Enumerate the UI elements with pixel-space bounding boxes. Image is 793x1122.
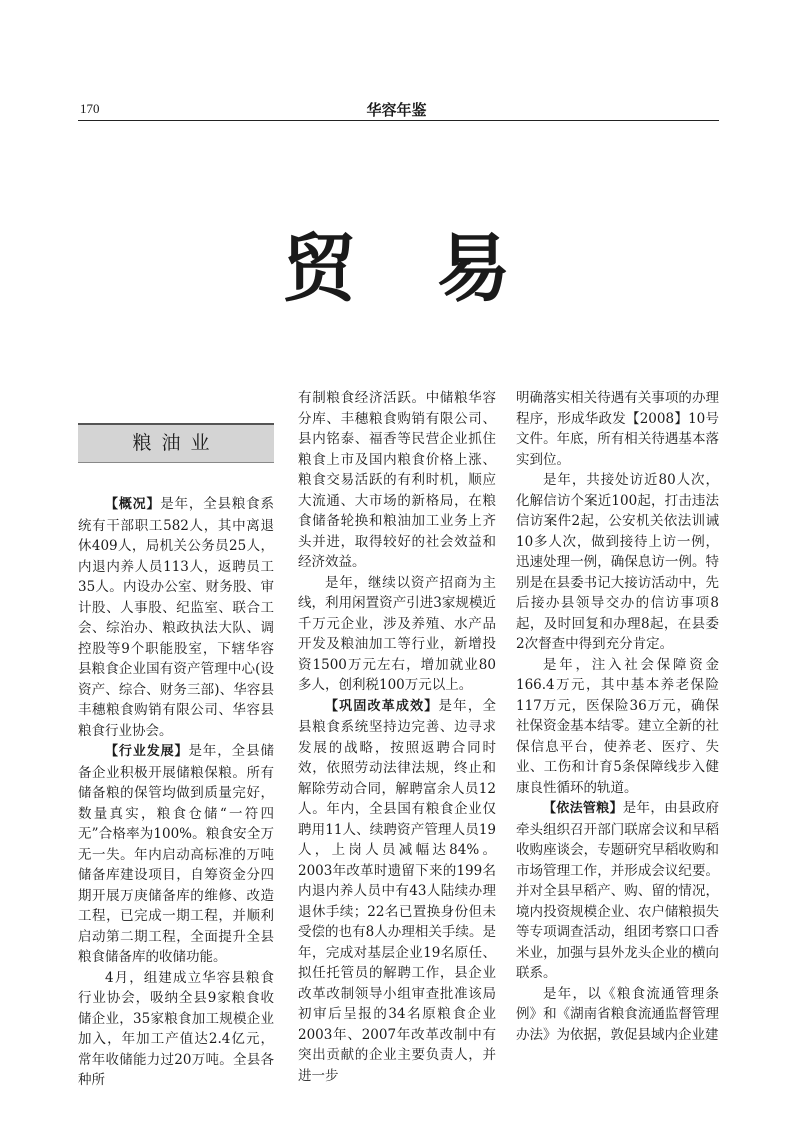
running-header-title: 华容年鉴 [366, 101, 427, 119]
paragraph-keyword: 【巩固改革成效】 [325, 698, 439, 714]
text-column-2 [298, 388, 496, 1086]
text-column-1 [78, 494, 274, 1091]
paragraph: 是年，以《粮食流通管理条例》和《湖南省粮食流通监督管理办法》为依据，敦促县域内企业建 [516, 985, 719, 1043]
text-column-3 [516, 388, 719, 1045]
paragraph: 4月，组建成立华容县粮食行业协会，吸纳全县9家粮食收储企业，35家粮食加工规模企业加入，年加工产值达2.4亿元，常年收储能力过20万吨。全县各种所 [78, 969, 274, 1088]
paragraph-text: 是年，全县储备企业积极开展储粮保粮。所有储备粮的保管均做到质量完好，数量真实，粮食仓储“一符四无”合格率为100%。粮食安全万无一失。年内启动高标准的万吨储备库建设项目，自筹资金分四期开展万庚储备库的维修、改造工程，已完成一期工程，并顺利启动第二期工程，全面提升全县粮食储备库的收储功能。 [78, 743, 274, 965]
paragraph [298, 696, 496, 1087]
paragraph-keyword: 【行业发展】 [105, 744, 189, 759]
paragraph: 有制粮食经济活跃。中储粮华容分库、丰穗粮食购销有限公司、县内铭泰、福香等民营企业抓住粮食上市及国内粮食价格上涨、粮食交易活跃的有利时机，顺应大流通、大市场的新格局，在粮食储备轮换和粮油加工业务上齐头并进，取得较好的社会效益和经济效益。 [298, 390, 496, 570]
header-rule [78, 120, 719, 121]
paragraph-text: 是年，全县粮食系统坚持边完善、边寻求发展的战略，按照返聘合同时效，依照劳动法律法规，终止和解除劳动合同，解聘富余人员12人。年内，全县国有粮食企业仅聘用11人、续聘资产管理人员19人，上岗人员减幅达84%。2003年改革时遗留下来的199名内退内养人员中有43人陆续办理退休手续；22名已置换身份但未受偿的也有8人办理相关手续。是年，完成对基层企业19名原任、拟任托管员的解聘工作，县企业改革改制领导小组审查批准该局初审后呈报的34名原粮食企业2003年、2007年改革改制中有突出贡献的企业主要负责人，并进一步 [298, 697, 496, 1084]
paragraph-text: 是年，由县政府牵头组织召开部门联席会议和早稻收购座谈会，专题研究早稻收购和市场管理工作，并形成会议纪要。并对全县早稻产、购、留的情况，境内投资规模企业、农户储粮损失等专项调查活动，组团考察口口香米业，加强与县外龙头企业的横向联系。 [516, 800, 719, 981]
paragraph-keyword: 【概况】 [105, 497, 161, 512]
paragraph [78, 494, 274, 741]
paragraph: 是年，继续以资产招商为主线，利用闲置资产引进3家规模近千万元企业，涉及养殖、水产品开发及粮油加工等行业，新增投资1500万元左右，增加就业80多人，创利税100万元以上。 [298, 574, 496, 693]
paragraph-text: 是年，全县粮食系统有干部职工582人，其中离退休409人，局机关公务员25人，内退内养人员113人，返聘员工35人。内设办公室、财务股、审计股、人事股、纪监室、联合工会、综治办、粮政执法大队、调控股等9个职能股室，下辖华容县粮食企业国有资产管理中心(设资产、综合、财务三部)、华容县丰穗粮食购销有限公司、华容县粮食行业协会。 [78, 496, 274, 739]
paragraph [516, 798, 719, 984]
paragraph-keyword: 【依法管粮】 [543, 801, 623, 816]
paragraph: 是年，注入社会保障资金166.4万元，其中基本养老保险117万元，医保险36万元，确保社保资金基本结零。建立全新的社保信息平台，使养老、医疗、失业、工伤和计育5条保障线步入健康良性循环的轨道。 [516, 656, 719, 796]
chapter-title: 贸易 [282, 226, 591, 312]
paragraph: 是年，共接处访近80人次，化解信访个案近100起，打击违法信访案件2起，公安机关依法训诫10多人次，做到接待上访一例，迅速处理一例，确保息访一例。特别是在县委书记大接访活动中，先后接办县领导交办的信访事项8起，及时回复和办理8起，在县委2次督查中得到充分肯定。 [516, 472, 719, 652]
paragraph: 明确落实相关待遇有关事项的办理程序，形成华政发【2008】10号文件。年底，所有相关待遇基本落实到位。 [516, 390, 719, 468]
section-heading [78, 423, 274, 463]
section-heading-label: 粮油业 [132, 432, 220, 454]
paragraph [78, 741, 274, 968]
page-number: 170 [80, 101, 100, 116]
